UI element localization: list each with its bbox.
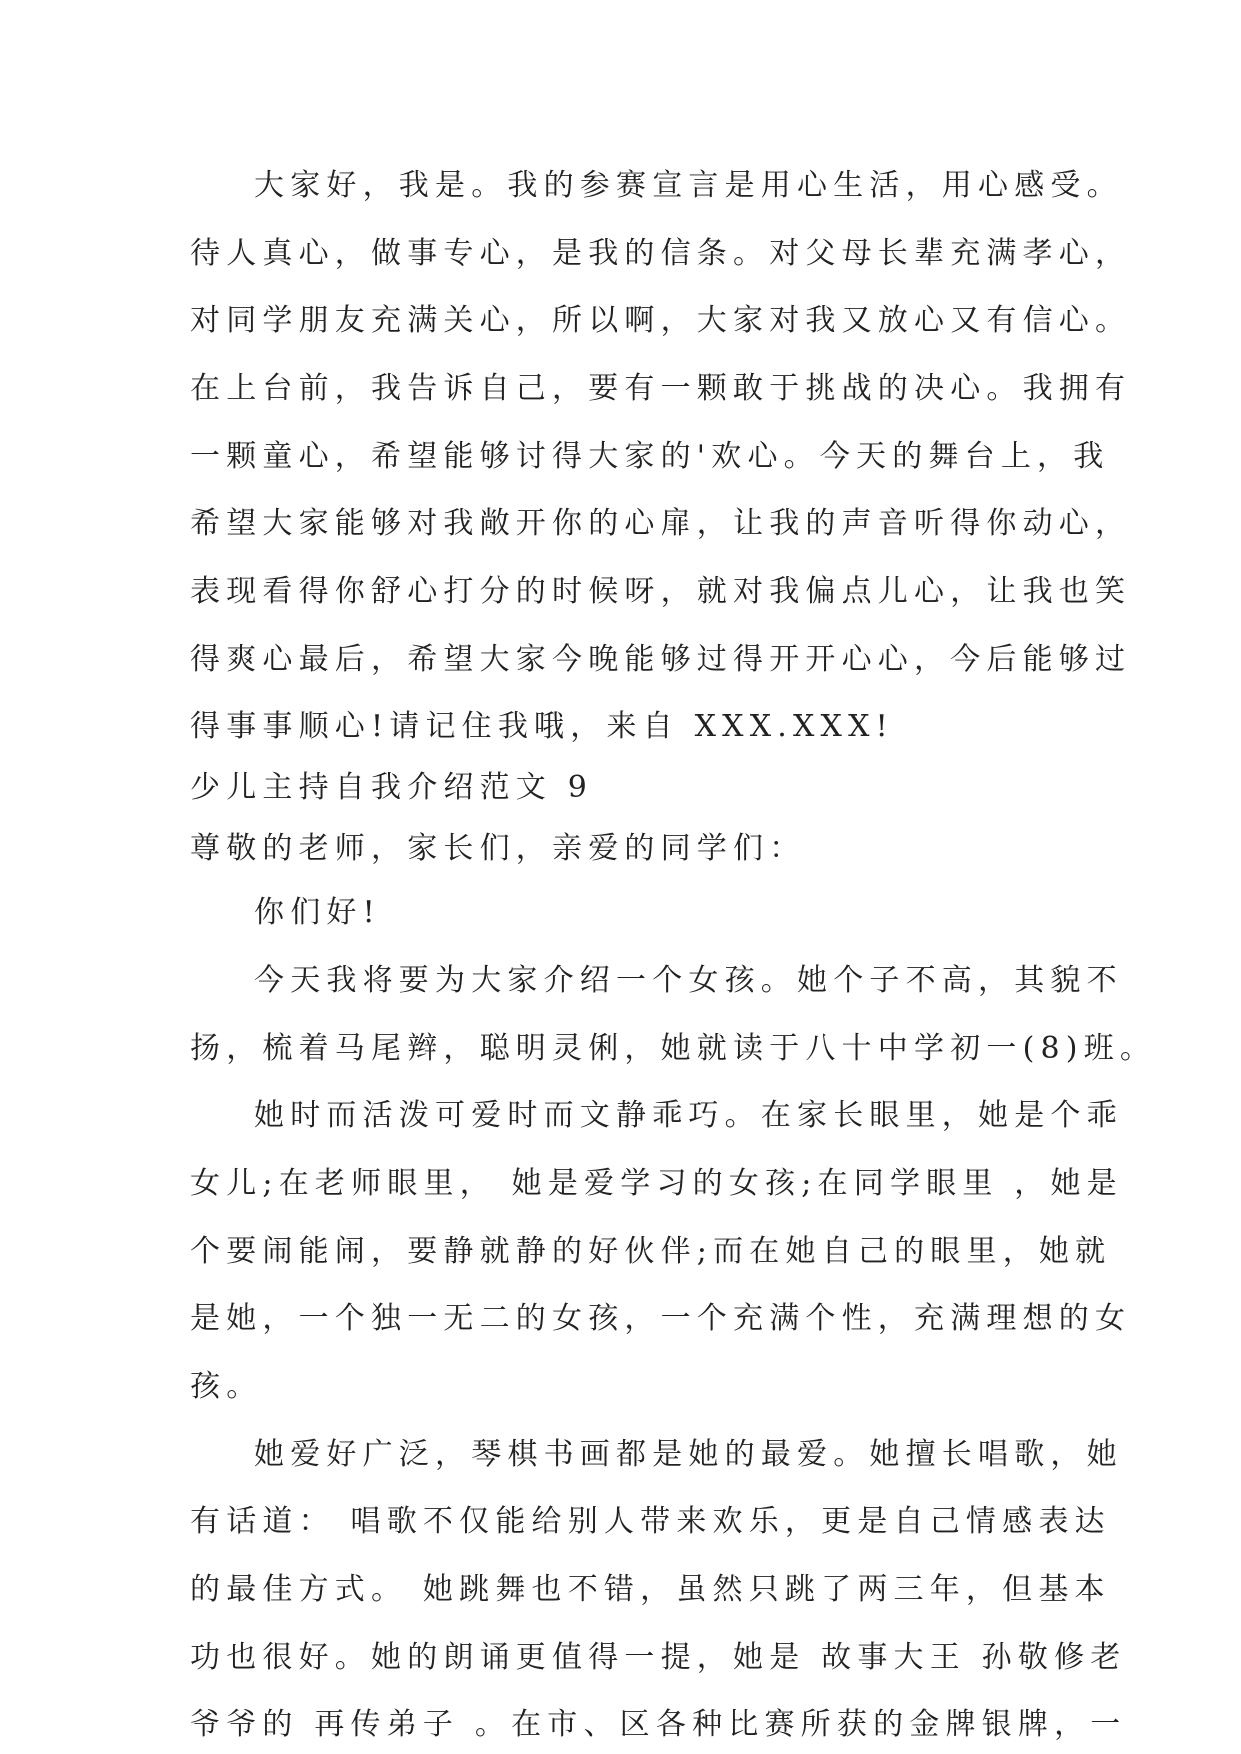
paragraph-line: 女儿;在老师眼里， 她是爱学习的女孩;在同学眼里 ，她是 <box>190 1166 1123 1201</box>
paragraph-line: 在上台前，我告诉自己，要有一颗敢于挑战的决心。我拥有 <box>190 371 1132 406</box>
paragraph-line: 得事事顺心!请记住我哦，来自 XXX.XXX! <box>190 709 894 744</box>
paragraph-line: 希望大家能够对我敞开你的心扉，让我的声音听得你动心， <box>190 506 1132 541</box>
paragraph-line: 待人真心，做事专心，是我的信条。对父母长辈充满孝心， <box>190 236 1132 271</box>
paragraph-line: 今天我将要为大家介绍一个女孩。她个子不高，其貌不 <box>254 963 1123 998</box>
section-heading: 少儿主持自我介绍范文 9 <box>190 770 594 805</box>
greeting-line: 你们好! <box>254 895 381 930</box>
paragraph-line: 有话道： 唱歌不仅能给别人带来欢乐，更是自己情感表达 <box>190 1504 1111 1539</box>
paragraph-line: 爷爷的 再传弟子 。在市、区各种比赛所获的金牌银牌，一 <box>190 1707 1127 1742</box>
paragraph-line: 功也很好。她的朗诵更值得一提，她是 故事大王 孙敬修老 <box>190 1640 1127 1675</box>
paragraph-line: 扬，梳着马尾辫，聪明灵俐，她就读于八十中学初一(8)班。 <box>190 1031 1157 1066</box>
paragraph-line: 得爽心最后，希望大家今晚能够过得开开心心，今后能够过 <box>190 642 1132 677</box>
paragraph-line: 她爱好广泛，琴棋书画都是她的最爱。她擅长唱歌，她 <box>254 1437 1123 1472</box>
paragraph-line: 一颗童心，希望能够讨得大家的'欢心。今天的舞台上，我 <box>190 439 1110 474</box>
paragraph-line: 她时而活泼可爱时而文静乖巧。在家长眼里，她是个乖 <box>254 1098 1123 1133</box>
paragraph-line: 的最佳方式。 她跳舞也不错，虽然只跳了两三年，但基本 <box>190 1572 1111 1607</box>
paragraph-line: 对同学朋友充满关心，所以啊，大家对我又放心又有信心。 <box>190 303 1132 338</box>
paragraph-line: 表现看得你舒心打分的时候呀，就对我偏点儿心，让我也笑 <box>190 574 1132 609</box>
salutation-line: 尊敬的老师，家长们，亲爱的同学们： <box>190 831 806 866</box>
paragraph-line: 个要闹能闹，要静就静的好伙伴;而在她自己的眼里，她就 <box>190 1234 1112 1269</box>
paragraph-line: 是她，一个独一无二的女孩，一个充满个性，充满理想的女 <box>190 1301 1132 1336</box>
paragraph-line: 大家好，我是。我的参赛宣言是用心生活，用心感受。 <box>254 168 1123 203</box>
paragraph-line: 孩。 <box>190 1369 263 1404</box>
